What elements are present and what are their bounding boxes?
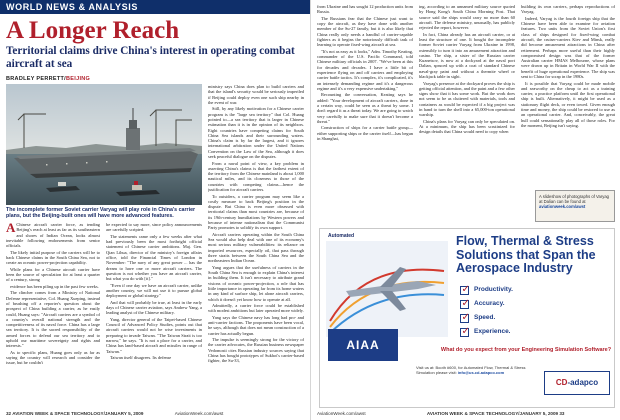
right-col2-para: China's plans for Varyag can only be speculated on. At a minimum, the ship has been scrutinized for design details that China would need to copy when	[419, 118, 515, 135]
ad-contact-email[interactable]: info@us.cd-adapco.com	[457, 370, 505, 375]
ad-title: Flow, Thermal & Stress Solutions that Span the Aerospace Industry	[456, 234, 596, 275]
right-col2-para: ing, according to an unnamed military source quoted by Hong Kong's South China Morning Post. That source said the ships would carry no more than 60 aircraft. The defense ministry, unusually, has publicly rejected the report, however.	[419, 4, 515, 31]
ad-checklist	[460, 285, 610, 341]
right-col1-para: "It's not as easy as it looks," Adm. Timothy Keating, commander of the U.S. Pacific Command, told Chinese military officials in 2007. "We've been at this for decades and decades. I have a little bit of experience flying on and off carriers and employing carrier battle tactics. It's complex, it's complicated, it's an intensely demanding regime and it's a dangerous regime and it's a very expensive undertaking."	[317, 48, 413, 91]
ad-brand-name: -adapco	[567, 378, 599, 387]
checkmark-icon	[460, 328, 469, 337]
byline-location: BEIJING	[66, 76, 91, 82]
ad-aiaa-logo: AIAA	[328, 329, 398, 361]
right-col1-para: Recounting the conversation, Keating says he added: "Your development of aircraft carriers, done in a certain way, could be seen as a threat by some. I don't regard it as a threat today. We are going to watch very carefully to make sure that it doesn't become a threat."	[317, 92, 413, 124]
left-col2-para: And that will probably be true, at least in the early days of Chinese carrier aviation, says Andrew Yang, a leading analyst of the Chinese military.	[106, 299, 202, 316]
left-col1-para: A Chinese aircraft carrier force, as tending Beijing's reach at least as far as its southeastern and shores of Indian Ocean, looks almost inevitable following endorsements from senior officials.	[6, 222, 100, 249]
right-page	[310, 0, 620, 420]
right-folio-site: AviationWeek.com/awst	[317, 411, 366, 416]
left-col1-para: While plans for a Chinese aircraft carrier have been the source of speculation for at least a quarter of a century, strong	[6, 266, 100, 283]
right-col1	[317, 4, 413, 226]
checkmark-icon	[460, 286, 469, 295]
right-col2-para: Varyag's presence at the dockyard proves the ship is getting official attention, and the paint and a few other signs show that it has some work. But the work does not seem to be as cluttered with materials, tools and containers as would be expected if a big project was in hand to turn the shell into a 65,000-ton operational warship.	[419, 80, 515, 118]
ad-contact	[416, 365, 536, 375]
left-col2-para: The statements came only a few weeks after what had previously been the most forthright official statement of Chinese carrier ambitions. Maj. Gen. Qian Lihua, director of the ministry's foreign affairs office, told the Financial Times of London in November: "The navy of any great power ... has the dream to have one or more aircraft carriers. The question is not whether you have an aircraft carrier, but what you do with [it]."	[106, 233, 202, 282]
photo-caption: The incomplete former Soviet carrier Varyag will play role in China's carrier plans, but the Beijing-built ones will have more advanced features.	[6, 207, 196, 220]
checkmark-icon	[460, 314, 469, 323]
left-col3-para: Still, by any likely motivation for a Chinese carrier program is the "large sea territory" that Col. Huang pointed to—a sea territory that is larger in Chinese estimation than it is in the opinion of its neighbors. Eight countries have competing claims for South China Sea islands and their surrounding waters. China's claim is by far the largest, and it ignores international arbitration under the United Nations Convention on the Law of the Sea, although it does seek peaceful dialogue on the disputes.	[208, 106, 304, 160]
right-col2-para: In fact, China already has an aircraft carrier, or at least the structure of one. It bought the incomplete former Soviet carrier Varyag from Ukraine in 1998, ostensibly to turn it into an amusement attraction and casino. The ship, a sister of the Russian carrier Kuznetsov, is now at a dockyard at the naval port Dalian, spruced up with a coat of standard Chinese naval-gray paint and without a thermite wheel or blackjack table in sight.	[419, 31, 515, 80]
right-col3-para: It is possible that Varyag could be made mobile and seaworthy on the cheap to act as a training carrier, a practice platform until the first operational ship is built. Alternatively, it might be used as a stationary flight deck, or even towed. Given enough time and money, the ship could be restored to use as an operational carrier. And, conceivably, the great hull could sensationally play all of those roles. For the moment, Beijing isn't saying.	[521, 80, 615, 128]
article-deck: Territorial claims drive China's interest in operating combat aircraft at sea	[6, 45, 295, 70]
left-col3-para: The impulse is seemingly strong for the victory of the carrier advocates, the Russian business newspaper Vedomosti cites Russian industry sources saying that China has bought prototypes of Sukhoi's carrier-based fighter, the Su-33,	[208, 337, 304, 364]
ad-brand-logo	[544, 371, 610, 395]
right-col3-para: Indeed, Varyag is the fourth foreign ship that the Chinese have been able to examine for aviation features. Two units from the Soviet Union's first class of ships designed for fixed-wing combat aircraft, the cruiser-carriers Kiev and Minsk, really did become amusement attractions in China after retirement. Perhaps more useful than their highly compromised design was that of the former Australian carrier HMAS Melbourne, whose plans were drawn up in Britain in World War II with the benefit of huge operational experience. The ship was sent to China for scrap in the 1980s.	[521, 15, 615, 80]
dropcap: A	[6, 222, 16, 235]
left-col3-para: Aircraft carriers operating within the South China Sea would also help deal with one of its economy's most serious military vulnerabilities: its reliance on imported resources, especially oil, that pass through three straits between the South China Sea and the northeastern Indian Ocean.	[208, 231, 304, 264]
ad-contact-text: Visit us at: Booth #600, for Automated Flow, Thermal & Stress Simulation please visit:	[416, 365, 526, 375]
left-col1-para: The clincher comes from a Ministry of National Defense representative, Col. Huang Xueping, instead of brushing off a reporter's question about the prospect of China building a carrier, as he easily could, Huang says: "Aircraft carriers are a symbol of a country's overall national strength and the competitiveness of its naval force. China has a large sea territory. It is the sacred responsibility of the armed forces to defend our sea territory and to uphold our maritime sovereignty and rights and interests."	[6, 290, 100, 349]
right-folio	[317, 411, 564, 416]
left-col1-para: evidence has been piling up in the past few weeks.	[10, 283, 99, 289]
left-folio	[6, 411, 223, 416]
ad-check-item: ✓ Speed.	[460, 313, 610, 324]
left-col2-para: be expected to say more, since policy announcements are carefully scripted.	[106, 222, 202, 233]
ad-brand-prefix: CD	[555, 378, 568, 387]
left-folio-text: 32 AVIATION WEEK & SPACE TECHNOLOGY/JANUARY 5, 2009	[6, 411, 144, 416]
left-col2	[106, 222, 202, 408]
ad-question: What do you expect from your Engineering Simulation Software?	[440, 347, 612, 353]
ad-check-item: ✓ Experience.	[460, 327, 610, 338]
left-col2-para: Taiwan itself disagrees. Its defense	[110, 355, 172, 361]
section-banner	[0, 0, 310, 14]
left-col1	[6, 222, 100, 408]
left-col3-para: From a naval point of view, a key problem in asserting China's claims is that the farthest extent of the territory from the Chinese mainland is about 1,000 nautical miles, and its closeness to those of the countries with competing claims—hence the justification for aircraft carriers.	[208, 160, 304, 193]
right-folio-text: AVIATION WEEK & SPACE TECHNOLOGY/JANUARY 5, 2009 33	[426, 411, 565, 416]
slideshow-link[interactable]: aviationweek.com/awst	[539, 204, 586, 209]
left-col3-para: Yang says the Chinese navy has long had pro- and anti-carrier factions. The proponents have been vocal, he says, although that does not mean construction of a carrier has actually begun.	[208, 314, 304, 336]
left-folio-site: AviationWeek.com/awst	[174, 411, 224, 416]
checkmark-icon	[460, 300, 469, 309]
slideshow-inset	[535, 190, 615, 222]
right-col2	[419, 4, 515, 226]
right-col1-para: from Ukraine and has sought 12 production units from Russia.	[317, 4, 413, 15]
ad-subtitle: Automated	[328, 233, 355, 239]
byline-author: BRADLEY PERRETT/	[6, 76, 67, 82]
carrier-photo	[6, 84, 202, 205]
left-col3	[208, 84, 304, 408]
left-col1-para: As to specific plans, Huang goes only as far as saying the country will research and consider the issue, but he couldn't	[6, 349, 100, 366]
slideshow-inset-text: A slideshow of photographs of Varyag at Dalian can be found at	[539, 194, 609, 204]
carrier-photo-image	[6, 84, 202, 205]
left-col2-para: Yang, director general of the Taipei-based Chinese Council of Advanced Policy Studies, points out that aircraft carriers would not be wise investments in preparing to invade Taiwan. "The Taiwan Strait is too narrow," he says. "It is not a place for a carrier, and China has land-based aircraft and missiles in range of Taiwan."	[106, 316, 202, 354]
article-headline: A Longer Reach	[6, 17, 180, 44]
ad-aircraft-graphic	[326, 241, 448, 337]
left-col3-para: Yang argues that the usefulness of carriers in the South China Sea is enough to explain China's interest in building them. It isn't necessary to attribute grand visions of oceanic power-projection, a role that has little importance in operating far from its home waters in any kind of surface ship, let alone aircraft carriers, which it doesn't yet know how to operate at all.	[208, 264, 304, 302]
right-col3	[521, 4, 615, 186]
section-banner-label: WORLD NEWS & ANALYSIS	[6, 2, 138, 12]
ad-check-item: ✓ Productivity.	[460, 285, 610, 296]
advertisement	[319, 228, 615, 408]
right-col1-para: Construction of ships for a carrier battle group—either supporting ships or the carrier itself—has begun in Shanghai,	[317, 125, 413, 141]
left-col3-para: To outsiders, a carrier program may seem like a costly measure to back Beijing's position in the dispute. But China is even more obsessed with territorial claims than most countries are, because of its 19th-century humiliations by Western powers and because of intense nationalism that the Communist Party promotes to solidify its own support.	[208, 193, 304, 231]
right-col3-para: building its own carriers, perhaps reproductions of Varyag.	[521, 4, 615, 15]
left-col3-para: Admittedly, a carrier force could be established with modest ambitions but later operated more widely.	[208, 303, 304, 314]
byline	[6, 76, 90, 82]
ad-check-item: ✓ Accuracy.	[460, 299, 610, 310]
left-col2-para: "Even if one day we have an aircraft carrier, unlike another country, we will not use it to pursue global deployment or global strategy."	[106, 282, 202, 299]
left-col3-para: ministry says China does plan to build carriers and that the island's security would be seriously imperiled if Beijing could deploy even one such ship nearby in the event of war.	[208, 84, 304, 105]
right-col1-para: The Russians fear that the Chinese just want to copy the aircraft, as they have done with another member of the Su-27 family, but it is also likely that China really only needs a handful of carrier-capable fighters as it begins the notoriously difficult task of learning to operate fixed-wing aircraft at sea.	[317, 15, 413, 48]
left-col1-para: The likely initial purpose of the carriers will be to back Chinese claims in the South China Sea, not to create an oceanic power-projection capability.	[6, 249, 100, 266]
